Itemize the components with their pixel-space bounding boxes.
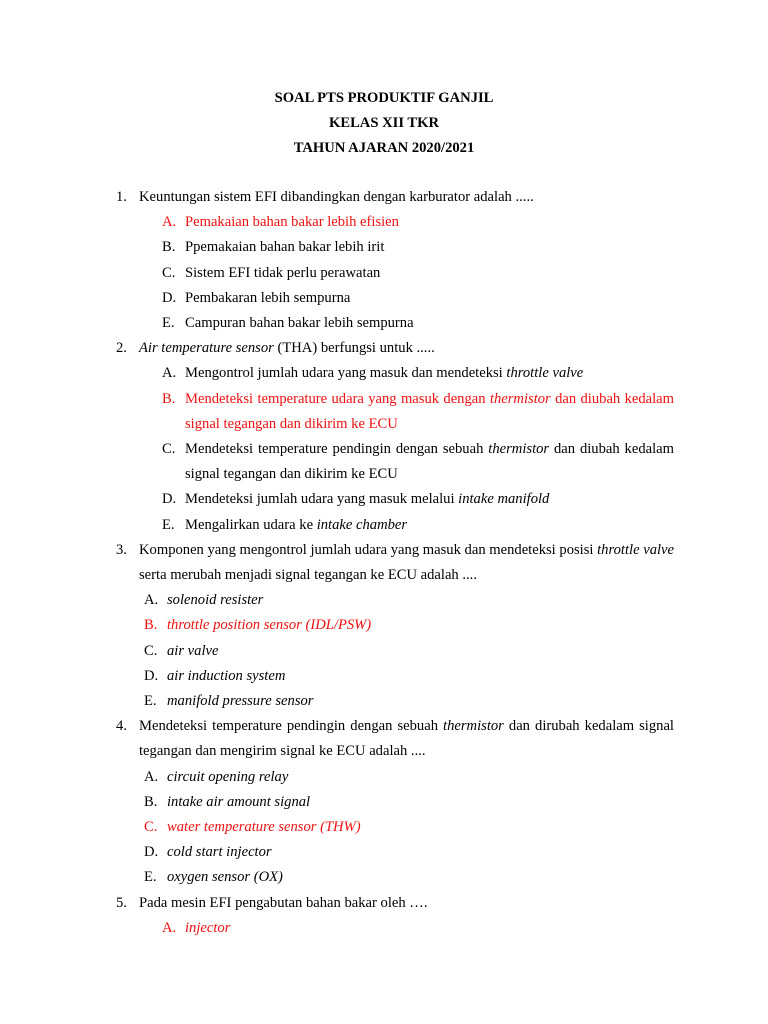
option-letter: A. (162, 365, 177, 382)
question-text-italic: throttle valve (597, 541, 674, 558)
option-c (0, 639, 768, 664)
header-class: KELAS XII TKR (328, 115, 440, 131)
option-letter: B. (162, 390, 176, 407)
option-text-italic: throttle valve (506, 365, 584, 382)
header-title: SOAL PTS PRODUKTIF GANJIL (274, 90, 494, 106)
question-text: Keuntungan sistem EFI dibandingkan dengan karburator adalah ..... (139, 189, 534, 205)
option-b-answer (0, 387, 768, 437)
option-b (0, 790, 768, 815)
option-a-answer (0, 916, 768, 941)
option-text: Sistem EFI tidak perlu perawatan (185, 264, 381, 281)
option-e (0, 311, 768, 336)
option-d (0, 840, 768, 865)
option-c-answer (0, 815, 768, 840)
option-text-italic: intake chamber (316, 516, 408, 533)
question-number: 4. (116, 718, 127, 735)
option-letter: C. (144, 642, 158, 659)
header-year: TAHUN AJARAN 2020/2021 (293, 140, 475, 156)
option-d (0, 487, 768, 512)
option-text: Ppemakaian bahan bakar lebih irit (185, 239, 385, 256)
option-letter: C. (162, 441, 176, 458)
option-b-answer (0, 613, 768, 638)
question-1 (0, 185, 768, 210)
option-letter: D. (144, 844, 159, 861)
option-text: Pembakaran lebih sempurna (185, 289, 351, 306)
question-5 (0, 891, 768, 916)
question-number: 5. (116, 894, 127, 911)
option-letter: D. (162, 289, 177, 306)
option-letter: E. (144, 693, 157, 710)
question-text-cont: serta merubah menjadi signal tegangan ke ECU adalah .... (139, 567, 477, 584)
option-letter: A. (144, 768, 159, 785)
option-text-cont: dan diubah kedalam signal tegangan dan dikirim ke ECU (185, 390, 674, 432)
option-letter: B. (144, 617, 158, 634)
option-letter: A. (144, 592, 159, 609)
question-list (0, 185, 768, 941)
option-e (0, 865, 768, 890)
option-text: Campuran bahan bakar lebih sempurna (185, 315, 414, 332)
question-text: (THA) berfungsi untuk ..... (273, 340, 435, 357)
option-d (0, 664, 768, 689)
option-text: oxygen sensor (OX) (167, 869, 283, 886)
option-letter: E. (144, 869, 157, 886)
option-a (0, 765, 768, 790)
question-number: 1. (116, 189, 127, 205)
option-text: water temperature sensor (THW) (167, 819, 361, 836)
option-text: Pemakaian bahan bakar lebih efisien (185, 214, 399, 231)
option-letter: E. (162, 315, 175, 332)
question-2-options (0, 361, 768, 537)
option-letter: C. (144, 819, 158, 836)
option-d (0, 286, 768, 311)
question-text: Pada mesin EFI pengabutan bahan bakar oleh …. (139, 894, 428, 911)
option-letter: B. (144, 793, 158, 810)
option-a (0, 361, 768, 386)
question-3 (0, 538, 768, 588)
question-text-italic: thermistor (443, 718, 504, 735)
option-letter: A. (162, 214, 177, 231)
document-header (0, 86, 768, 161)
option-text: air valve (167, 642, 219, 659)
option-a (0, 588, 768, 613)
question-1-options (0, 210, 768, 336)
question-2 (0, 336, 768, 361)
option-text-italic: intake manifold (458, 491, 550, 508)
question-text: Mendeteksi temperature pendingin dengan sebuah (139, 718, 444, 735)
option-text: Mendeteksi jumlah udara yang masuk melalui (185, 491, 459, 508)
option-text-italic: thermistor (489, 390, 551, 407)
option-letter: B. (162, 239, 176, 256)
option-text: Mendeteksi temperature udara yang masuk dengan (185, 390, 490, 407)
option-letter: C. (162, 264, 176, 281)
question-text-cont: dan dirubah kedalam signal tegangan dan mengirim signal ke ECU adalah .... (139, 718, 674, 760)
option-text: Mendeteksi temperature pendingin dengan sebuah (185, 441, 489, 458)
question-text: Komponen yang mengontrol jumlah udara yang masuk dan mendeteksi posisi (139, 541, 598, 558)
question-text-italic: Air temperature sensor (139, 340, 274, 357)
option-text: throttle position sensor (IDL/PSW) (167, 617, 372, 634)
question-4 (0, 714, 768, 764)
option-text: cold start injector (167, 844, 272, 861)
option-text: intake air amount signal (167, 793, 311, 810)
option-text: injector (185, 919, 231, 936)
option-text: circuit opening relay (167, 768, 289, 785)
option-c (0, 261, 768, 286)
question-5-options (0, 916, 768, 941)
option-text: Mengontrol jumlah udara yang masuk dan mendeteksi (185, 365, 507, 382)
option-text: Mengalirkan udara ke (185, 516, 317, 533)
option-e (0, 513, 768, 538)
question-number: 2. (116, 340, 127, 357)
option-text: manifold pressure sensor (167, 693, 314, 710)
option-letter: D. (144, 667, 159, 684)
option-letter: E. (162, 516, 175, 533)
option-text-italic: thermistor (488, 441, 550, 458)
option-text: air induction system (167, 667, 286, 684)
option-letter: D. (162, 491, 177, 508)
option-text: solenoid resister (167, 592, 264, 609)
question-4-options (0, 765, 768, 891)
option-letter: A. (162, 919, 177, 936)
option-a-answer (0, 210, 768, 235)
question-number: 3. (116, 541, 127, 558)
option-b (0, 235, 768, 260)
option-text-cont: dan diubah kedalam signal tegangan dan dikirim ke ECU (185, 441, 674, 483)
option-c (0, 437, 768, 487)
option-e (0, 689, 768, 714)
question-3-options (0, 588, 768, 714)
